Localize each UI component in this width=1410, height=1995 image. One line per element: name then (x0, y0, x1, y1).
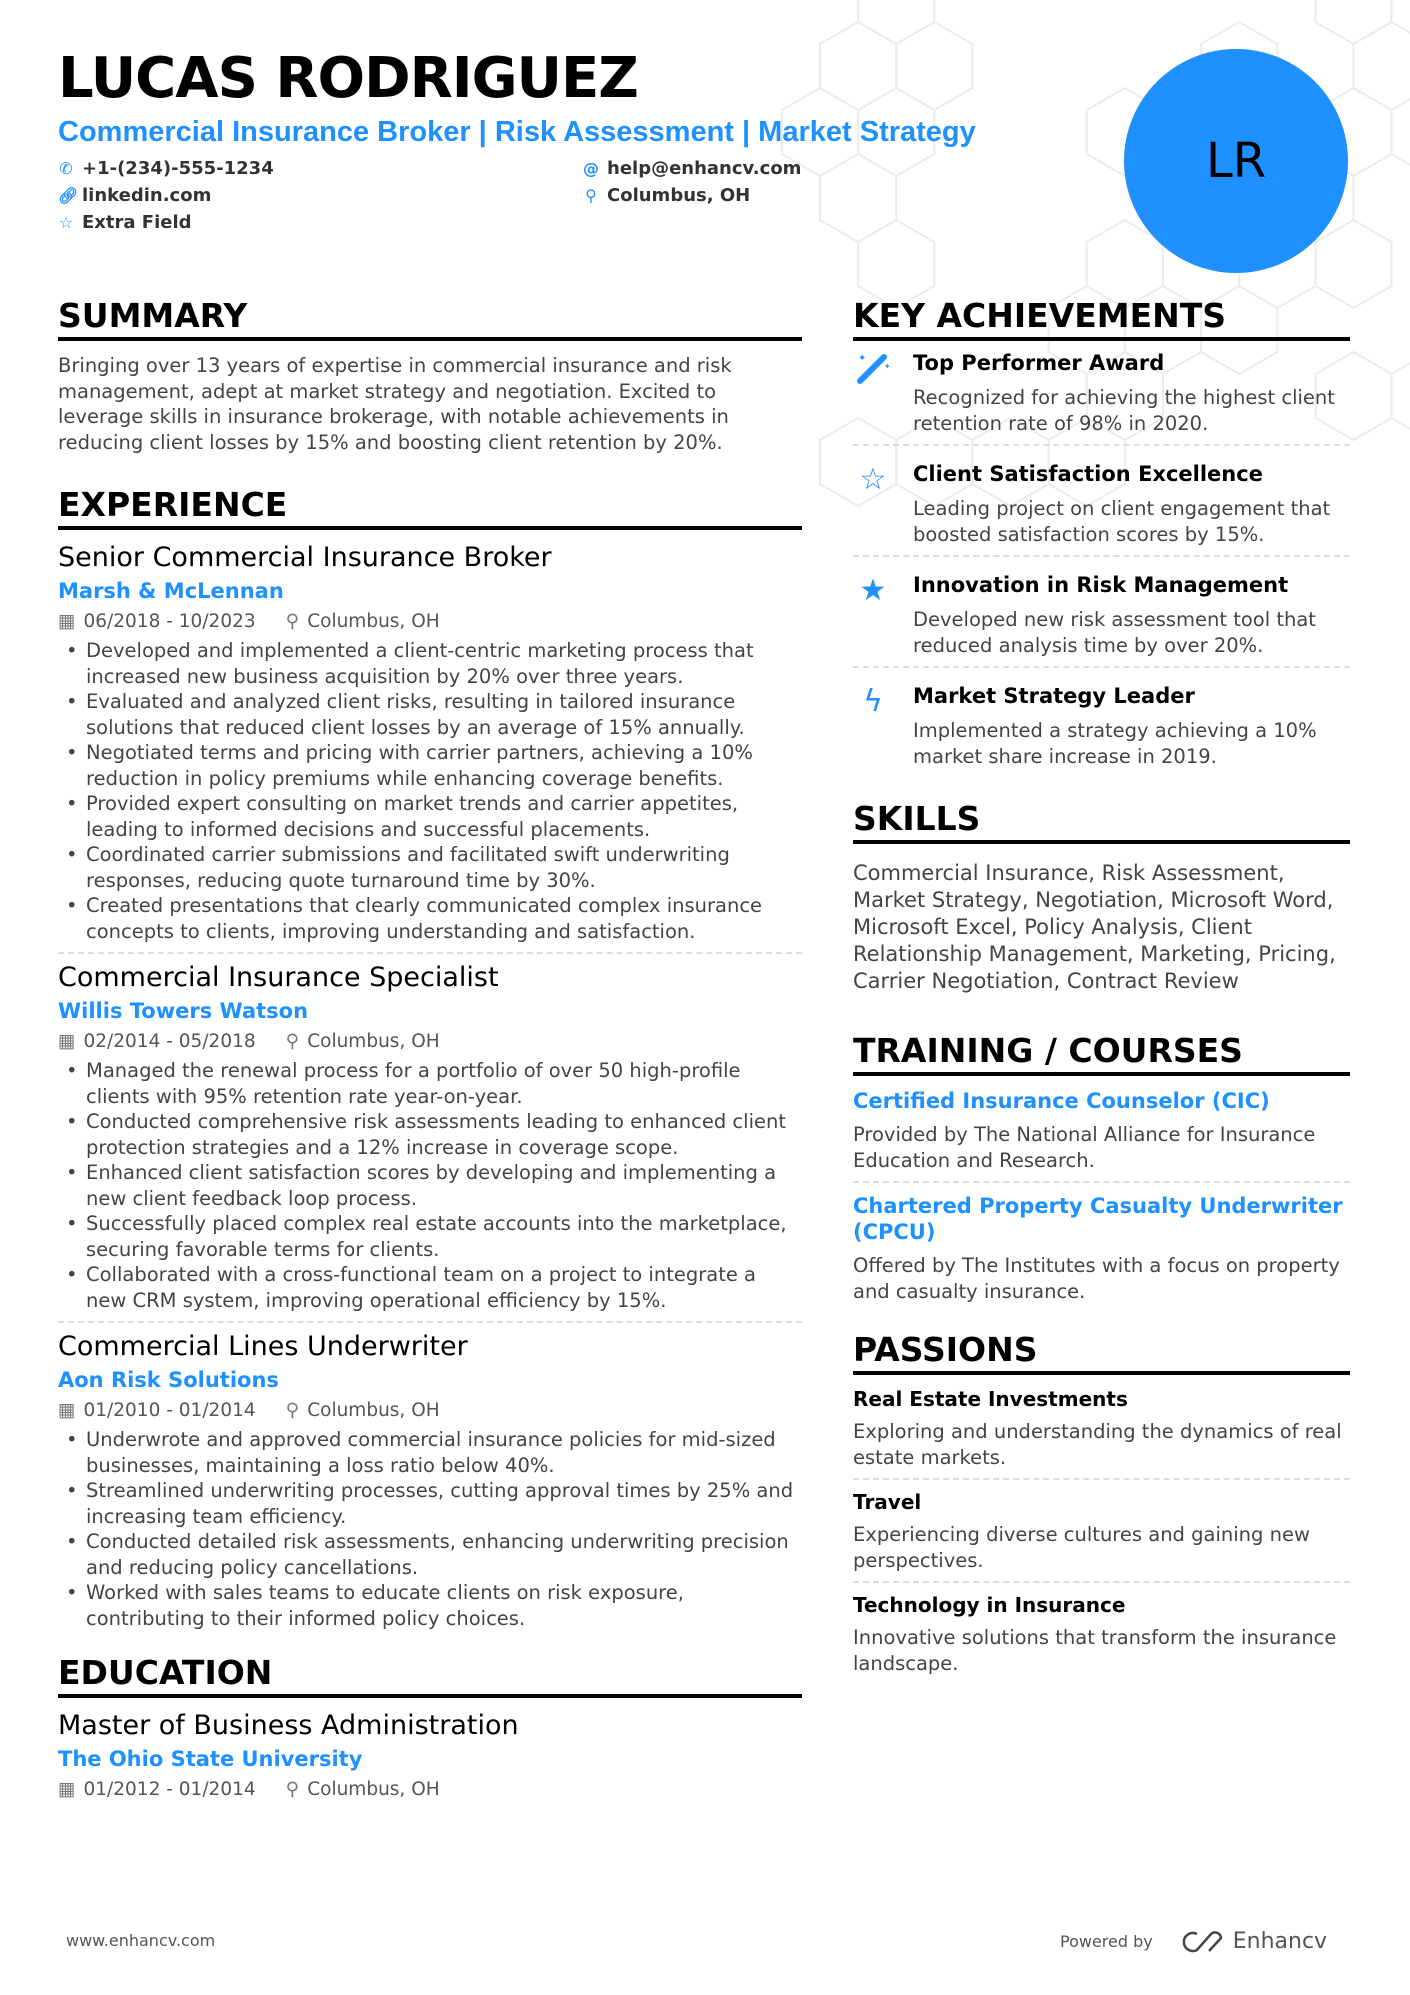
passion-title: Real Estate Investments (853, 1387, 1128, 1411)
passion-text: Experiencing diverse cultures and gaining new perspectives. (853, 1523, 1310, 1572)
bullet-item: • Created presentations that clearly communicated complex insurance concepts to clients, improving understanding and satisfaction. (58, 893, 802, 944)
dates (58, 611, 256, 632)
dates (58, 1031, 256, 1052)
job-entry (58, 542, 802, 954)
location-pin-icon: ⚲ (285, 1031, 300, 1052)
left-column (58, 296, 802, 1800)
bullet-item: • Collaborated with a cross-functional team on a project to integrate a new CRM system, improving operational efficiency by 15%. (58, 1262, 802, 1313)
passion-list (853, 1387, 1350, 1676)
bullet-item: • Underwrote and approved commercial insurance policies for mid-sized businesses, maintaining a loss ratio below 40%. (58, 1427, 802, 1478)
passion-item (853, 1387, 1350, 1480)
achievement-item (853, 674, 1350, 777)
bullet-list (58, 638, 802, 944)
job-meta (58, 1031, 802, 1052)
bullet-list (58, 1058, 802, 1313)
achievement-text: Implemented a strategy achieving a 10% market share increase in 2019. (913, 719, 1317, 768)
location (286, 611, 440, 632)
bullet-item: • Conducted comprehensive risk assessments leading to enhanced client protection strategies and a 12% increase in coverage scope. (58, 1109, 802, 1160)
section-title: TRAINING / COURSES (853, 1031, 1350, 1076)
location-text: Columbus, OH (307, 1031, 440, 1052)
svg-text:✦: ✦ (858, 353, 867, 364)
experience-section (58, 485, 802, 1631)
bullet-item: • Successfully placed complex real estate accounts into the marketplace, securing favorable terms for clients. (58, 1211, 802, 1262)
section-title: KEY ACHIEVEMENTS (853, 296, 1350, 341)
achievement-text: Leading project on client engagement that boosted satisfaction scores by 15%. (913, 497, 1331, 546)
location (286, 1400, 440, 1421)
calendar-icon: ▦ (58, 1779, 76, 1800)
svg-text:✦: ✦ (884, 362, 891, 371)
job-entry (58, 1331, 802, 1631)
passion-text: Innovative solutions that transform the insurance landscape. (853, 1626, 1337, 1675)
course-list (853, 1088, 1350, 1304)
section-title: PASSIONS (853, 1330, 1350, 1375)
achievement-text: Recognized for achieving the highest client retention rate of 98% in 2020. (913, 386, 1335, 435)
location-pin-icon: ⚲ (285, 611, 300, 632)
location (583, 185, 750, 206)
bullet-item: • Developed and implemented a client-centric marketing process that increased new business acquisition by 20% over three years. (58, 638, 802, 689)
course-text: Offered by The Institutes with a focus on property and casualty insurance. (853, 1254, 1340, 1303)
bullet-item: • Enhanced client satisfaction scores by developing and implementing a new client feedback loop process. (58, 1160, 802, 1211)
location-text: Columbus, OH (307, 1400, 440, 1421)
location-pin-icon: ⚲ (285, 1779, 300, 1800)
job-meta (58, 611, 802, 632)
star-outline-icon: ☆ (58, 213, 74, 232)
footer-brand (1060, 1929, 1327, 1954)
achievement-body (913, 573, 1350, 658)
bullet-item: • Managed the renewal process for a portfolio of over 50 high-profile clients with 95% retention rate year-on-year. (58, 1058, 802, 1109)
dates-text: 06/2018 - 10/2023 (83, 611, 256, 632)
bullet-item: • Coordinated carrier submissions and facilitated swift underwriting responses, reducing quote turnaround time by 30%. (58, 842, 802, 893)
email-text[interactable]: help@enhancv.com (607, 158, 802, 179)
achievement-body (913, 462, 1350, 547)
job-title: Senior Commercial Insurance Broker (58, 542, 552, 573)
achievement-title: Market Strategy Leader (913, 684, 1195, 708)
bullet-item: • Worked with sales teams to educate clients on risk exposure, contributing to their informed policy choices. (58, 1580, 802, 1631)
dates (58, 1779, 256, 1800)
company-name: Aon Risk Solutions (58, 1368, 279, 1392)
achievements-section (853, 296, 1350, 777)
location-pin-icon: ⚲ (285, 1400, 300, 1421)
passions-section (853, 1330, 1350, 1676)
bullet-item: • Negotiated terms and pricing with carrier partners, achieving a 10% reduction in policy premiums while enhancing coverage benefits. (58, 740, 802, 791)
education-meta (58, 1779, 802, 1800)
location-text: Columbus, OH (307, 1779, 440, 1800)
summary-text: Bringing over 13 years of expertise in commercial insurance and risk management, adept at market strategy and negotiation. Excited to leverage skills in insurance brokerage, with notable achievements in reducing client losses by 15% and boosting client retention by 20%. (58, 354, 732, 454)
job-title: Commercial Insurance Specialist (58, 962, 499, 993)
section-title: SUMMARY (58, 296, 802, 341)
passion-item (853, 1490, 1350, 1583)
email[interactable] (583, 158, 801, 179)
achievement-item (853, 341, 1350, 446)
enhancv-logo-icon (1179, 1930, 1225, 1954)
star-half-icon: ☆ (859, 462, 887, 497)
company-name: Willis Towers Watson (58, 999, 309, 1023)
bolt-icon: ϟ (863, 684, 883, 719)
education-section (58, 1653, 802, 1800)
passion-text: Exploring and understanding the dynamics of real estate markets. (853, 1420, 1342, 1469)
star-icon: ★ (859, 573, 887, 608)
bullet-list (58, 1427, 802, 1631)
dates (58, 1400, 256, 1421)
achievement-item (853, 563, 1350, 668)
achievement-body (913, 684, 1350, 769)
location (286, 1779, 440, 1800)
course-title[interactable]: Certified Insurance Counselor (CIC) (853, 1089, 1270, 1113)
achievement-title: Top Performer Award (913, 351, 1165, 375)
course-title[interactable]: Chartered Property Casualty Underwriter (CPCU) (853, 1194, 1343, 1244)
calendar-icon: ▦ (58, 611, 76, 632)
section-title: EDUCATION (58, 1653, 802, 1698)
brand-name: Enhancv (1232, 1929, 1328, 1954)
calendar-icon: ▦ (58, 1031, 76, 1052)
job-list (58, 542, 802, 1631)
right-column (853, 296, 1350, 1686)
achievement-item (853, 452, 1350, 557)
footer-website[interactable]: www.enhancv.com (66, 1931, 216, 1950)
calendar-icon: ▦ (58, 1400, 76, 1421)
job-meta (58, 1400, 802, 1421)
dates-text: 01/2010 - 01/2014 (83, 1400, 256, 1421)
powered-by: Powered by (1060, 1932, 1153, 1951)
bullet-item: • Evaluated and analyzed client risks, resulting in tailored insurance solutions that reduced client losses by an average of 15% annually. (58, 689, 802, 740)
achievement-body (913, 351, 1350, 436)
avatar: LR (1124, 49, 1348, 273)
location-pin-icon: ⚲ (585, 186, 597, 205)
linkedin-text[interactable]: linkedin.com (82, 185, 212, 206)
extra-field (58, 212, 192, 233)
course-item (853, 1193, 1350, 1304)
section-title: EXPERIENCE (58, 485, 802, 530)
extra-text: Extra Field (82, 212, 192, 233)
linkedin[interactable] (58, 185, 211, 206)
job-title: Commercial Lines Underwriter (58, 1331, 468, 1362)
achievement-text: Developed new risk assessment tool that reduced analysis time by over 20%. (913, 608, 1316, 657)
skills-section (853, 799, 1350, 995)
bullet-item: • Provided expert consulting on market trends and carrier appetites, leading to informed decisions and successful placements. (58, 791, 802, 842)
passion-item (853, 1593, 1350, 1676)
enhancv-logo (1179, 1929, 1327, 1954)
location-text: Columbus, OH (307, 611, 440, 632)
achievement-title: Client Satisfaction Excellence (913, 462, 1263, 486)
headline: Commercial Insurance Broker | Risk Assessment | Market Strategy (58, 116, 976, 148)
course-item (853, 1088, 1350, 1183)
job-entry (58, 962, 802, 1323)
at-icon: @ (583, 159, 599, 178)
link-icon: 🔗︎ (58, 186, 79, 205)
company-name: Marsh & McLennan (58, 579, 284, 603)
bullet-item: • Streamlined underwriting processes, cutting approval times by 25% and increasing team efficiency. (58, 1478, 802, 1529)
location (286, 1031, 440, 1052)
course-text: Provided by The National Alliance for Insurance Education and Research. (853, 1123, 1316, 1172)
magic-wand-icon (853, 351, 893, 436)
achievement-title: Innovation in Risk Management (913, 573, 1289, 597)
bullet-item: • Conducted detailed risk assessments, enhancing underwriting precision and reducing policy cancellations. (58, 1529, 802, 1580)
skills-text: Commercial Insurance, Risk Assessment, Market Strategy, Negotiation, Microsoft Word, Microsoft Excel, Policy Analysis, Client Relationship Management, Marketing, Pricing, Carrier Negotiation, Contract Review (853, 861, 1336, 993)
summary-section (58, 296, 802, 455)
phone-text: +1-(234)-555-1234 (82, 158, 274, 179)
candidate-name: LUCAS RODRIGUEZ (58, 46, 638, 111)
dates-text: 01/2012 - 01/2014 (83, 1779, 256, 1800)
dates-text: 02/2014 - 05/2018 (83, 1031, 256, 1052)
location-text: Columbus, OH (607, 185, 751, 206)
phone-icon: ✆ (59, 159, 73, 178)
section-title: SKILLS (853, 799, 1350, 844)
achievement-list (853, 341, 1350, 777)
degree: Master of Business Administration (58, 1710, 519, 1741)
passion-title: Technology in Insurance (853, 1593, 1126, 1617)
school: The Ohio State University (58, 1747, 363, 1771)
passion-title: Travel (853, 1490, 922, 1514)
phone (58, 158, 274, 179)
training-section (853, 1031, 1350, 1304)
